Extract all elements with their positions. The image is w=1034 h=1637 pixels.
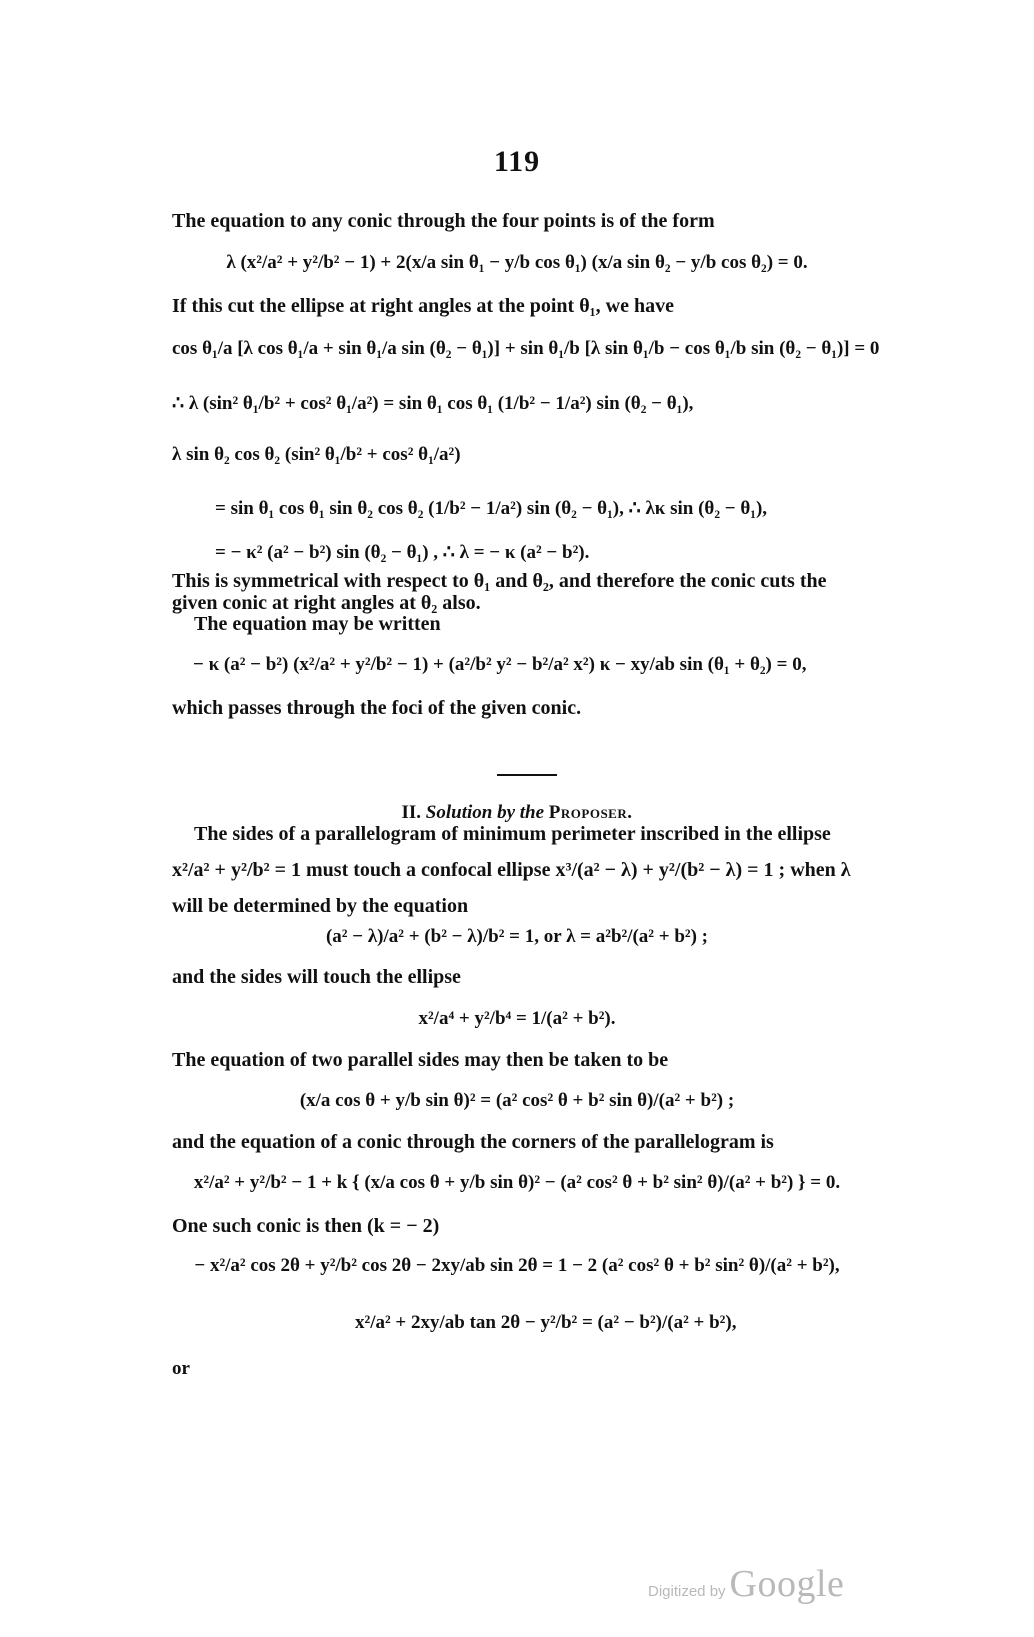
section-name: Proposer. (548, 802, 633, 823)
paragraph-parallelogram: The sides of a parallelogram of minimum perimeter inscribed in the ellipse x²/a² + y²/b² = 1 must touch a confocal ellipse x³/(a² − λ) + y²/(b² − λ) = 1 ; when λ will be determined by the equation (172, 823, 851, 917)
section-italic: Solution by the (425, 802, 545, 823)
equation-therefore-lambda: ∴ λ (sin² θ₁/b² + cos² θ₁/a²) = sin θ₁ cos θ₁ (1/b² − 1/a²) sin (θ₂ − θ₁), (172, 393, 694, 414)
watermark-prefix: Digitized by (648, 1583, 726, 1600)
paragraph-may-be-written: The equation may be written (194, 613, 441, 635)
equation-conic-general: λ (x²/a² + y²/b² − 1) + 2(x/a sin θ₁ − y/b cos θ₁) (x/a sin θ₂ − y/b cos θ₂) = 0. (226, 252, 808, 273)
paragraph-foci: which passes through the foci of the given conic. (172, 697, 582, 719)
page-number: 119 (493, 145, 541, 178)
equation-lambda-determined: (a² − λ)/a² + (b² − λ)/b² = 1, or λ = a²b²/(a² + b²) ; (325, 926, 708, 947)
equation-touch-ellipse: x²/a⁴ + y²/b⁴ = 1/(a² + b²). (418, 1008, 616, 1029)
paragraph-one-such-conic: One such conic is then (k = − 2) (172, 1215, 440, 1237)
equation-rewritten: − κ (a² − b²) (x²/a² + y²/b² − 1) + (a²/b² y² − b²/a² x²) κ − xy/ab sin (θ₁ + θ₂) = 0, (193, 654, 807, 675)
equation-lambda-sin-cos: λ sin θ₂ cos θ₂ (sin² θ₁/b² + cos² θ₁/a²) (172, 444, 461, 465)
paragraph-symmetrical: This is symmetrical with respect to θ₁ and θ₂, and therefore the conic cuts the given conic at right angles at θ₂ also. (172, 570, 827, 614)
paragraph-sides-touch: and the sides will touch the ellipse (172, 966, 461, 988)
digitized-watermark (648, 1562, 844, 1606)
paragraph-right-angles: If this cut the ellipse at right angles at the point θ₁, we have (172, 295, 674, 317)
or-label: or (172, 1358, 190, 1379)
google-logo: Google (729, 1563, 845, 1605)
paragraph-intro: The equation to any conic through the four points is of the form (172, 210, 715, 232)
paragraph-conic-corners: and the equation of a conic through the corners of the parallelogram is (172, 1131, 774, 1153)
section-numeral: II. (401, 802, 422, 823)
paragraph-parallel-sides: The equation of two parallel sides may then be taken to be (172, 1049, 669, 1071)
section-divider (497, 774, 557, 776)
equation-conic-corners: x²/a² + y²/b² − 1 + k { (x/a cos θ + y/b sin θ)² − (a² cos² θ + b² sin² θ)/(a² + b²) } = 0. (193, 1172, 841, 1193)
equation-continued: = sin θ₁ cos θ₁ sin θ₂ cos θ₂ (1/b² − 1/a²) sin (θ₂ − θ₁), ∴ λκ sin (θ₂ − θ₁), (215, 498, 768, 519)
equation-k-minus-two: − x²/a² cos 2θ + y²/b² cos 2θ − 2xy/ab sin 2θ = 1 − 2 (a² cos² θ + b² sin² θ)/(a² + b²), (194, 1255, 840, 1276)
equation-final: x²/a² + 2xy/ab tan 2θ − y²/b² = (a² − b²)/(a² + b²), (355, 1312, 737, 1333)
equation-parallel-sides: (x/a cos θ + y/b sin θ)² = (a² cos² θ + b² sin θ)/(a² + b²) ; (299, 1090, 735, 1111)
equation-lambda-result: = − κ² (a² − b²) sin (θ₂ − θ₁) , ∴ λ = − κ (a² − b²). (215, 542, 590, 563)
equation-orthogonality: cos θ₁/a [λ cos θ₁/a + sin θ₁/a sin (θ₂ − θ₁)] + sin θ₁/b [λ sin θ₁/b − cos θ₁/b sin (θ₂ − θ₁)] = 0 (172, 338, 880, 359)
